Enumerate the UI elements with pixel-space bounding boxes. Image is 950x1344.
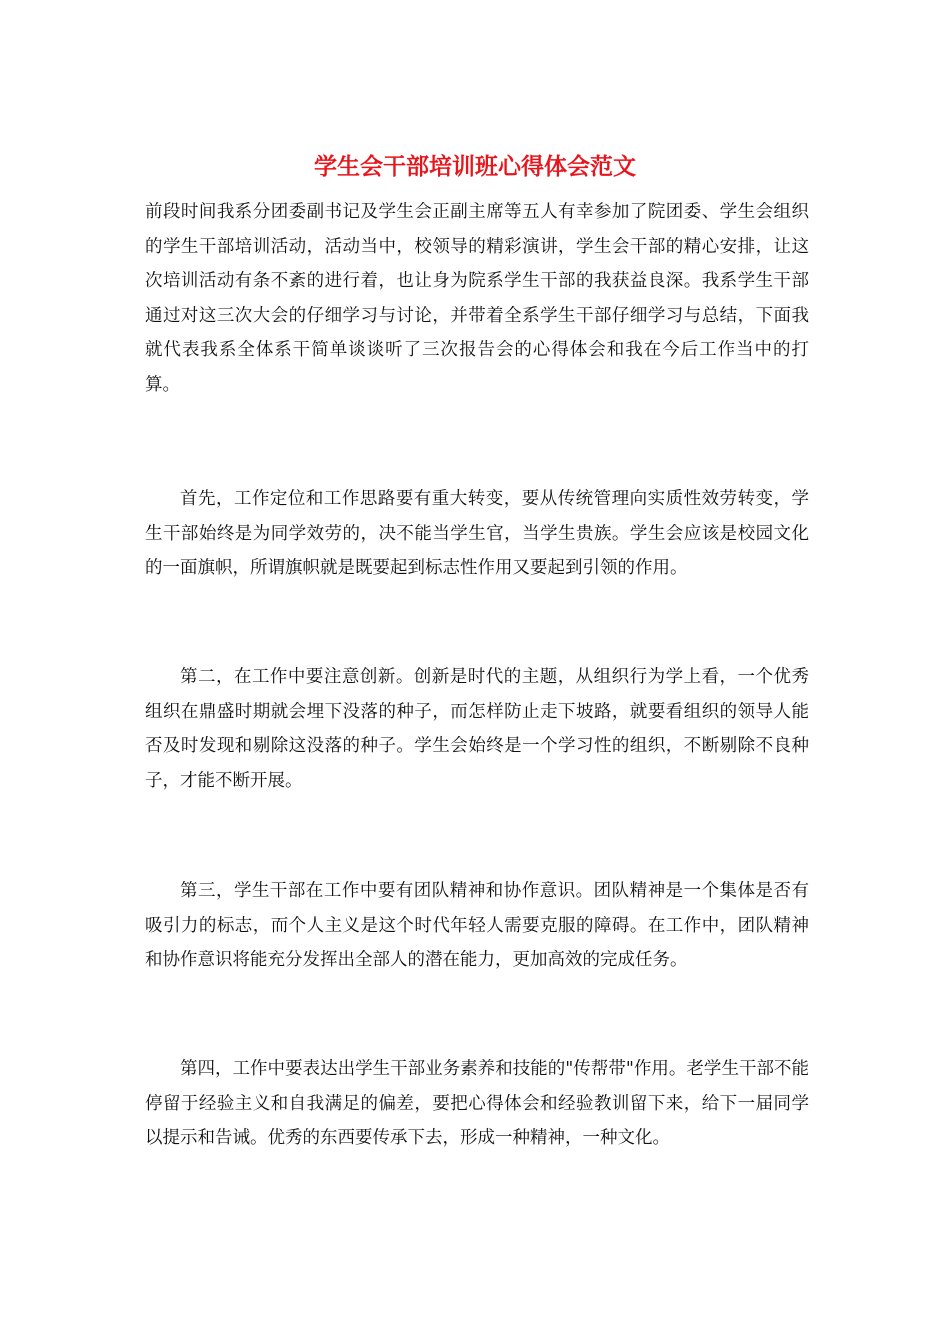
paragraph-first-point: 首先，工作定位和工作思路要有重大转变，要从传统管理向实质性效劳转变，学生干部始终是为同学效劳的，决不能当学生官，当学生贵族。学生会应该是校园文化的一面旗帜，所谓旗帜就是既要起到标志性作用又要起到引领的作用。 [145,489,809,578]
paragraph-third-point: 第三，学生干部在工作中要有团队精神和协作意识。团队精神是一个集体是否有吸引力的标志，而个人主义是这个时代年轻人需要克服的障碍。在工作中，团队精神和协作意识将能充分发挥出全部人的潜在能力，更加高效的完成任务。 [145,881,809,970]
document-title: 学生会干部培训班心得体会范文 [314,153,636,180]
paragraph-second-point: 第二，在工作中要注意创新。创新是时代的主题，从组织行为学上看，一个优秀组织在鼎盛时期就会埋下没落的种子，而怎样防止走下坡路，就要看组织的领导人能否及时发现和剔除这没落的种子。学生会始终是一个学习性的组织，不断剔除不良种子，才能不断开展。 [145,667,809,791]
paragraph-intro: 前段时间我系分团委副书记及学生会正副主席等五人有幸参加了院团委、学生会组织的学生干部培训活动，活动当中，校领导的精彩演讲，学生会干部的精心安排，让这次培训活动有条不紊的进行着，也让身为院系学生干部的我获益良深。我系学生干部通过对这三次大会的仔细学习与讨论，并带着全系学生干部仔细学习与总结，下面我就代表我系全体系干简单谈谈听了三次报告会的心得体会和我在今后工作当中的打算。 [145,202,809,395]
paragraph-fourth-point: 第四，工作中要表达出学生干部业务素养和技能的"传帮带"作用。老学生干部不能停留于经验主义和自我满足的偏差，要把心得体会和经验教训留下来，给下一届同学以提示和告诫。优秀的东西要传承下去，形成一种精神，一种文化。 [145,1059,809,1148]
